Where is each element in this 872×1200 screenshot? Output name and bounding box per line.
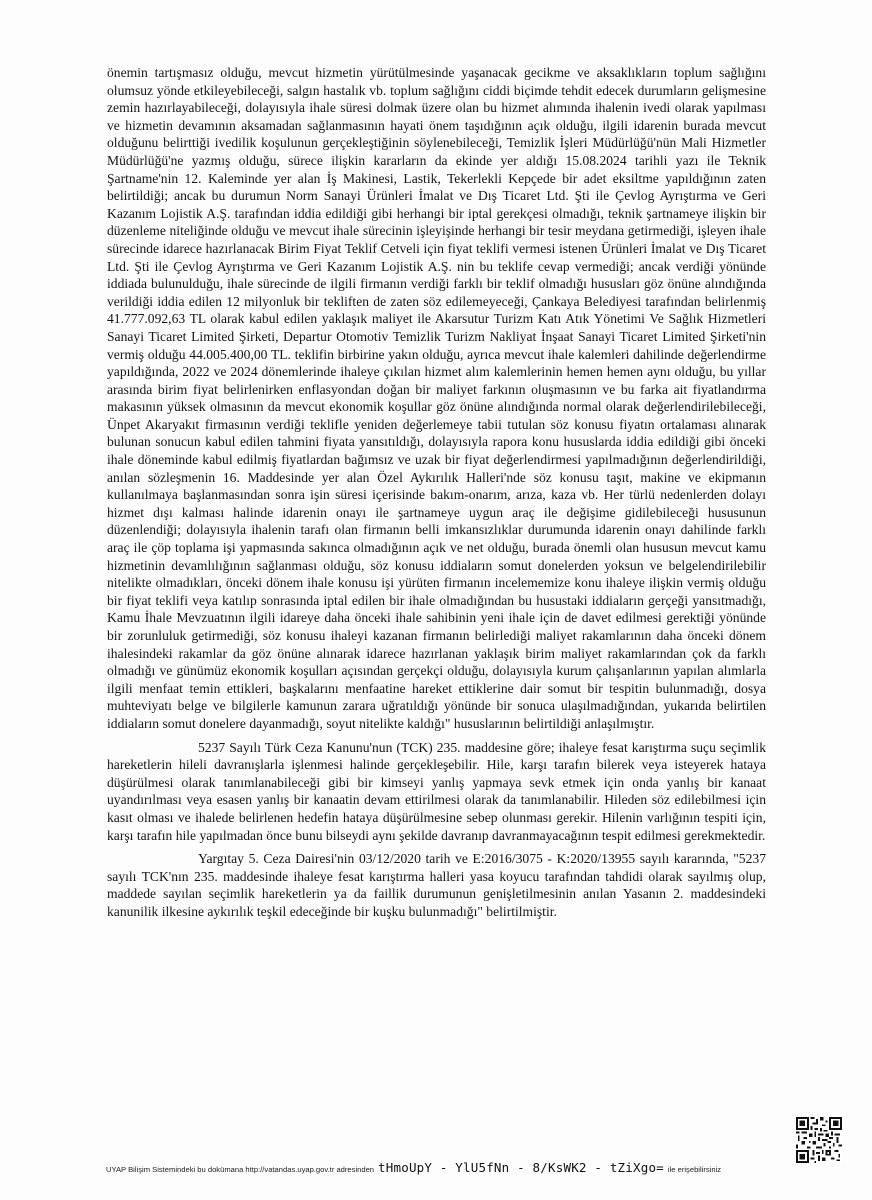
paragraph-tck-235: 5237 Sayılı Türk Ceza Kanunu'nun (TCK) 235. maddesine göre; ihaleye fesat karıştırma suçu seçimlik hareketlerin hileli davranışlarla işlenmesi halinde gerçekleşebilir. Hile, karşı tarafın bilerek veya isteyerek hataya düşürülmesi olarak tanımlanabileceği gibi bir kimseyi yanlış yapmaya sevk etmek için onda yanlış bir kanaat uyandırılması veya esasen yanlış bir kanaatin devam ettirilmesi olarak da tanımlanabilir. Hileden söz edilebilmesi için kasıt olması ve ihalede belirlenen hedefin hataya düşürülmesine sebep olunması gerekir. Hilenin varlığının tespiti için, karşı tarafın hile yapılmadan önce bunu bilseydi aynı şekilde davranıp davranmayacağının tespit edilmesi gerekmektedir. — [107, 739, 766, 843]
paragraph-yargitay: Yargıtay 5. Ceza Dairesi'nin 03/12/2020 tarih ve E:2016/3075 - K:2020/13955 sayılı kararında, "5237 sayılı TCK'nın 235. maddesinde ihaleye fesat karıştırma halleri yasa koyucu tarafından tahdidi olarak sayılmış olup, maddede sayılan seçimlik hareketlerin ya da faillik durumunun genişletilmesinin anılan Yasanın 2. maddesindeki kanunilik ilkesine aykırılık teşkil edeceğinde bir kuşku bulunmadığı" belirtilmiştir. — [107, 851, 766, 919]
footer-verification-code: tHmoUpY - YlU5fNn - 8/KsWK2 - tZiXgo= — [378, 1160, 664, 1175]
footer-verification — [106, 1160, 786, 1176]
paragraph-continuation: önemin tartışmasız olduğu, mevcut hizmetin yürütülmesinde yaşanacak gecikme ve aksaklıkların toplum sağlığını olumsuz yönde etkileyebileceği, salgın hastalık vb. toplum sağlığını ciddi biçimde tehdit edecek durumların gelişmesine zemin hazırlayabileceği, dolayısıyla ihale süresi dolmak üzere olan bu hizmet alımında ihalenin ivedi olarak yapılması ve hizmetin devamının aksamadan sağlanmasının hayati önem taşıdığının açık olduğu, ilgili idarenin burada mevcut olduğunu belirttiği ivedilik koşulunun gerçekleştiğinin söylenebileceği, Temizlik İşleri Müdürlüğü'nün Mali Hizmetler Müdürlüğü'ne yazmış olduğu, sürece ilişkin kararların da ekinde yer aldığı 15.08.2024 tarihli yazı ile Teknik Şartname'nin 12. Kaleminde yer alan İş Makinesi, Lastik, Tekerlekli Kepçede bir adet eksiltme yapıldığının zaten belirtildiği; ancak bu durumun Norm Sanayi Ürünleri İmalat ve Dış Ticaret Ltd. Şti ile Çevlog Ayrıştırma ve Geri Kazanım Lojistik A.Ş. tarafından iddia edildiği gibi herhangi bir iptal gerekçesi olmadığı, teknik şartnameye ilişkin bir düzenleme niteliğinde olduğu ve mevcut ihale sürecinin işleyişinde herhangi bir tesir meydana getirmediği, işleyen ihale sürecinde idarece hazırlanacak Birim Fiyat Teklif Cetveli için fiyat teklifi vermesi istenen Ürünleri İmalat ve Dış Ticaret Ltd. Şti ile Çevlog Ayrıştırma ve Geri Kazanım Lojistik A.Ş. nin bu teklife cevap vermediği; ancak verdiği yönünde iddiada bulunulduğu, ihale sürecinde de ilgili firmanın verdiği farklı bir teklif olmadığı hususları göz önüne alındığında verildiği iddia edilen 12 milyonluk bir tekliften de zaten söz edilemeyeceği, Çankaya Belediyesi tarafından belirlenmiş 41.777.092,63 TL olarak kabul edilen yaklaşık maliyet ile Akarsutur Turizm Katı Atık Yönetimi Ve Sağlık Hizmetleri Sanayi Ticaret Limited Şirketi, Departur Otomotiv Temizlik Turizm Nakliyat İnşaat Sanayi Ticaret Limited Şirketi'nin vermiş olduğu 44.005.400,00 TL. teklifin birbirine yakın olduğu, ayrıca mevcut ihale kalemleri dahilinde değerlendirme yapıldığında, 2022 ve 2024 dönemlerinde ihaleye çıkılan hizmet alım kalemlerinin hemen hemen aynı olduğu, bu yıllar arasında birim fiyat belirlenirken enflasyondan doğan bir maliyet farkının oluşmasının ve bu farka ait fiyatlandırma makasının yüksek olmasının da mevcut ekonomik koşullar göz önüne alındığında normal olarak değerlendirilebileceği, Ünpet Akaryakıt firmasının verdiği teklifle yeniden değerlemeye tabii tutulan söz konusu fiyatın ortalaması alınarak bulunan sonucun kabul edilen tahmini fiyata yansıtıldığı, dolayısıyla rapora konu hususlarda iddia edildiği gibi önceki ihale döneminde kabul edilmiş fiyatlardan bağımsız ve uzak bir fiyat değerlendirmesi yapılmadığının değerlendirildiği, anılan sözleşmenin 16. Maddesinde yer alan Özel Aykırılık Halleri'nde söz konusu taşıt, makine ve ekipmanın kullanılmaya başlanmasından sonra işin süresi içerisinde bakım-onarım, arıza, kaza vb. Her türlü nedenlerden dolayı hizmet dışı kalması halinde idarenin onayı ile şartnameye uygun araç ile değişime gidilebileceği hususunun düzenlendiği; dolayısıyla ihalenin tarafı olan firmanın belli imkansızlıklar durumunda idarenin onayı dahilinde farklı araç ile çöp toplama işi yapmasında sakınca olmadığının açık ve net olduğu, burada önemli olan hususun mevcut kamu hizmetinin devamlılığının sağlanması olduğu, söz konusu iddiaların somut donelerden yoksun ve belgelendirilebilir nitelikte olmadıkları, önceki dönem ihale konusu işi yürüten firmanın incelememize konu ihaleye ilişkin vermiş olduğu bir fiyat teklifi veya katılıp sonrasında iptal edilen bir ihale olmadığından bu husustaki iddiaların gerçeği yansıtmadığı, Kamu İhale Mevzuatının ilgili idareye daha önceki ihale sahibinin yeni ihale için de davet edilmesi gerektiği yönünde bir zorunluluk getirmediği, söz konusu ihaleyi kazanan firmanın belirlediği maliyet rakamlarının daha önceki dönem ihalesindeki rakamlar da göz önüne alınarak idarece hazırlanan yaklaşık birim maliyet rakamlarından çok da farklı olmadığı ve günümüz ekonomik koşulları açısından gerçekçi olduğu, dolayısıyla kurum çalışanlarının yapılan alımlarla ilgili menfaat temin ettikleri, başkalarını menfaatine hareket ettiklerine dair somut bir tespitin bulunmadığı, dosya muhteviyatı belge ve bilgilerle kamunun zarara uğratıldığı yönünde bir sonuca ulaşılmadığından, yukarıda belirtilen iddiaların somut donelere dayanmadığı, soyut nitelikte kaldığı" hususlarının belirtildiği anlaşılmıştır. — [107, 65, 766, 731]
footer-prefix: UYAP Bilişim Sistemindeki bu dokümana http://vatandas.uyap.gov.tr adresinden — [106, 1165, 375, 1174]
document-body — [107, 64, 766, 921]
footer-suffix: ile erişebilirsiniz — [667, 1165, 722, 1174]
qr-code-icon — [796, 1117, 842, 1163]
